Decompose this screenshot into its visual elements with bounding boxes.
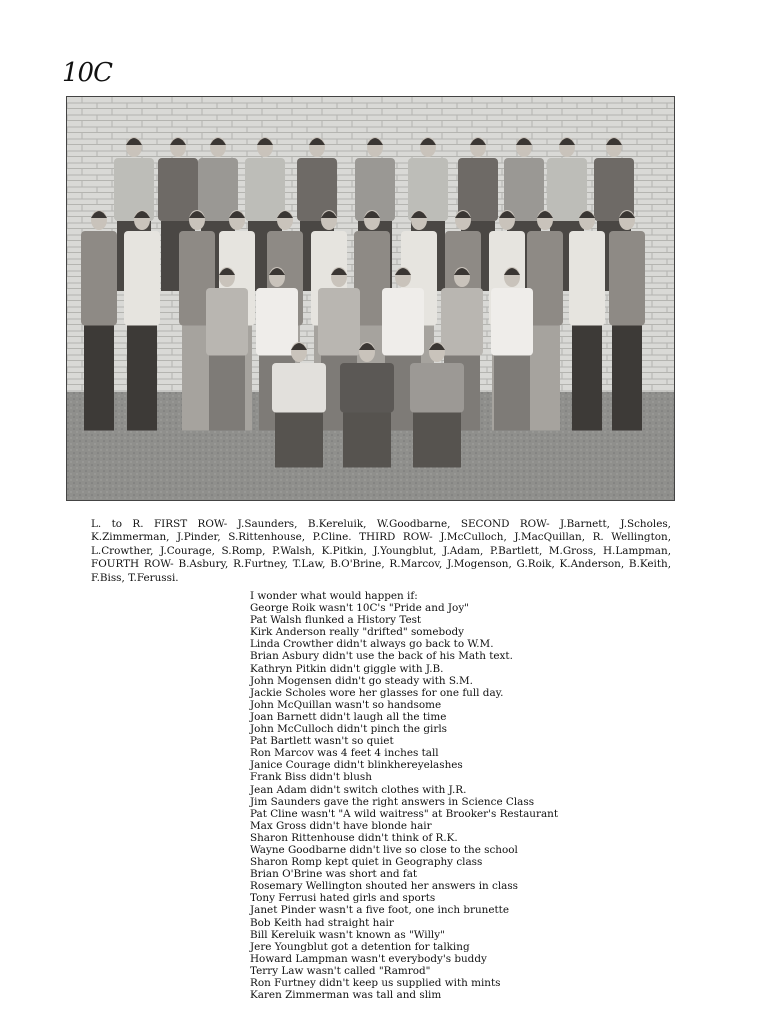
wonder-item: Jim Saunders gave the right answers in Science Class [250,795,535,808]
wonder-item: Frank Biss didn't blush [250,771,372,784]
wonder-item: Bill Kereluik wasn't known as "Willy" [250,928,445,941]
wonder-item: Brian Asbury didn't use the back of his Math text. [250,650,513,663]
wonder-item: Bob Keith had straight hair [250,916,394,929]
wonder-item: Brian O'Brine was short and fat [250,868,418,881]
wonder-item: Linda Crowther didn't always go back to W.M. [250,638,494,651]
student-figure [206,267,248,431]
wonder-item: Sharon Romp kept quiet in Geography class [250,856,483,869]
wonder-item: John Mogensen didn't go steady with S.M. [250,674,473,687]
wonder-item: Sharon Rittenhouse didn't think of R.K. [250,831,458,844]
wonder-item: Ron Marcov was 4 feet 4 inches tall [250,747,439,760]
wonder-item: Kathryn Pitkin didn't giggle with J.B. [250,662,444,675]
wonder-item: Pat Bartlett wasn't so quiet [250,735,394,748]
wonder-item: Karen Zimmerman was tall and slim [250,989,442,1002]
wonder-item: Rosemary Wellington shouted her answers in class [250,880,519,893]
wonder-item: John McCulloch didn't pinch the girls [250,723,447,736]
class-photo [66,96,675,501]
wonder-item: Kirk Anderson really "drifted" somebody [250,626,464,639]
student-figure [124,210,160,431]
photo-caption: L. to R. FIRST ROW- J.Saunders, B.Kereluik, W.Goodbarne, SECOND ROW- J.Barnett, J.Scholes, K.Zimmerman, J.Pinder, S.Rittenhouse, P.Cline. THIRD ROW- J.McCulloch, J.MacQuillan, R. Wellington, L.Crowther, J.Courage, S.Romp, P.Walsh, K.Pitkin, J.Youngblut, J.Adam, P.Bartlett, M.Gross, H.Lampman, FOURTH ROW- B.Asbury, R.Furtney, T.Law, B.O'Brine, R.Marcov, J.Mogenson, G.Roik, K.Anderson, B.Keith, F.Biss, T.Ferussi. [91,518,671,584]
student-figure [609,210,645,431]
wonder-item: Jere Youngblut got a detention for talking [250,940,470,953]
wonder-list [250,590,670,1001]
page-title: 10C [62,58,112,88]
wonder-item: Ron Furtney didn't keep us supplied with mints [250,977,501,989]
wonder-item: John McQuillan wasn't so handsome [250,698,442,711]
wonder-item: Max Gross didn't have blonde hair [250,819,432,832]
student-figure [491,267,533,431]
wonder-item: Pat Cline wasn't "A wild waitress" at Brooker's Restaurant [250,807,559,820]
wonder-item: Janet Pinder wasn't a five foot, one inch brunette [250,904,509,917]
wonder-item: Janice Courage didn't blinkhereyelashes [250,759,463,772]
wonder-item: George Roik wasn't 10C's "Pride and Joy" [250,602,469,615]
wonder-item: Tony Ferrusi hated girls and sports [250,892,436,905]
wonder-items [250,602,670,1001]
wonder-intro: I wonder what would happen if: [250,590,418,602]
wonder-item: Wayne Goodbarne didn't live so close to the school [250,843,518,856]
wonder-item: Jackie Scholes wore her glasses for one full day. [250,686,504,699]
wonder-item: Pat Walsh flunked a History Test [250,614,422,627]
student-figure [81,210,117,431]
wonder-item: Howard Lampman wasn't everybody's buddy [250,952,487,965]
wonder-item: Joan Barnett didn't laugh all the time [250,710,447,723]
student-figure [569,210,605,431]
wonder-item: Terry Law wasn't called "Ramrod" [250,964,431,977]
wonder-item: Jean Adam didn't switch clothes with J.R. [250,783,467,796]
